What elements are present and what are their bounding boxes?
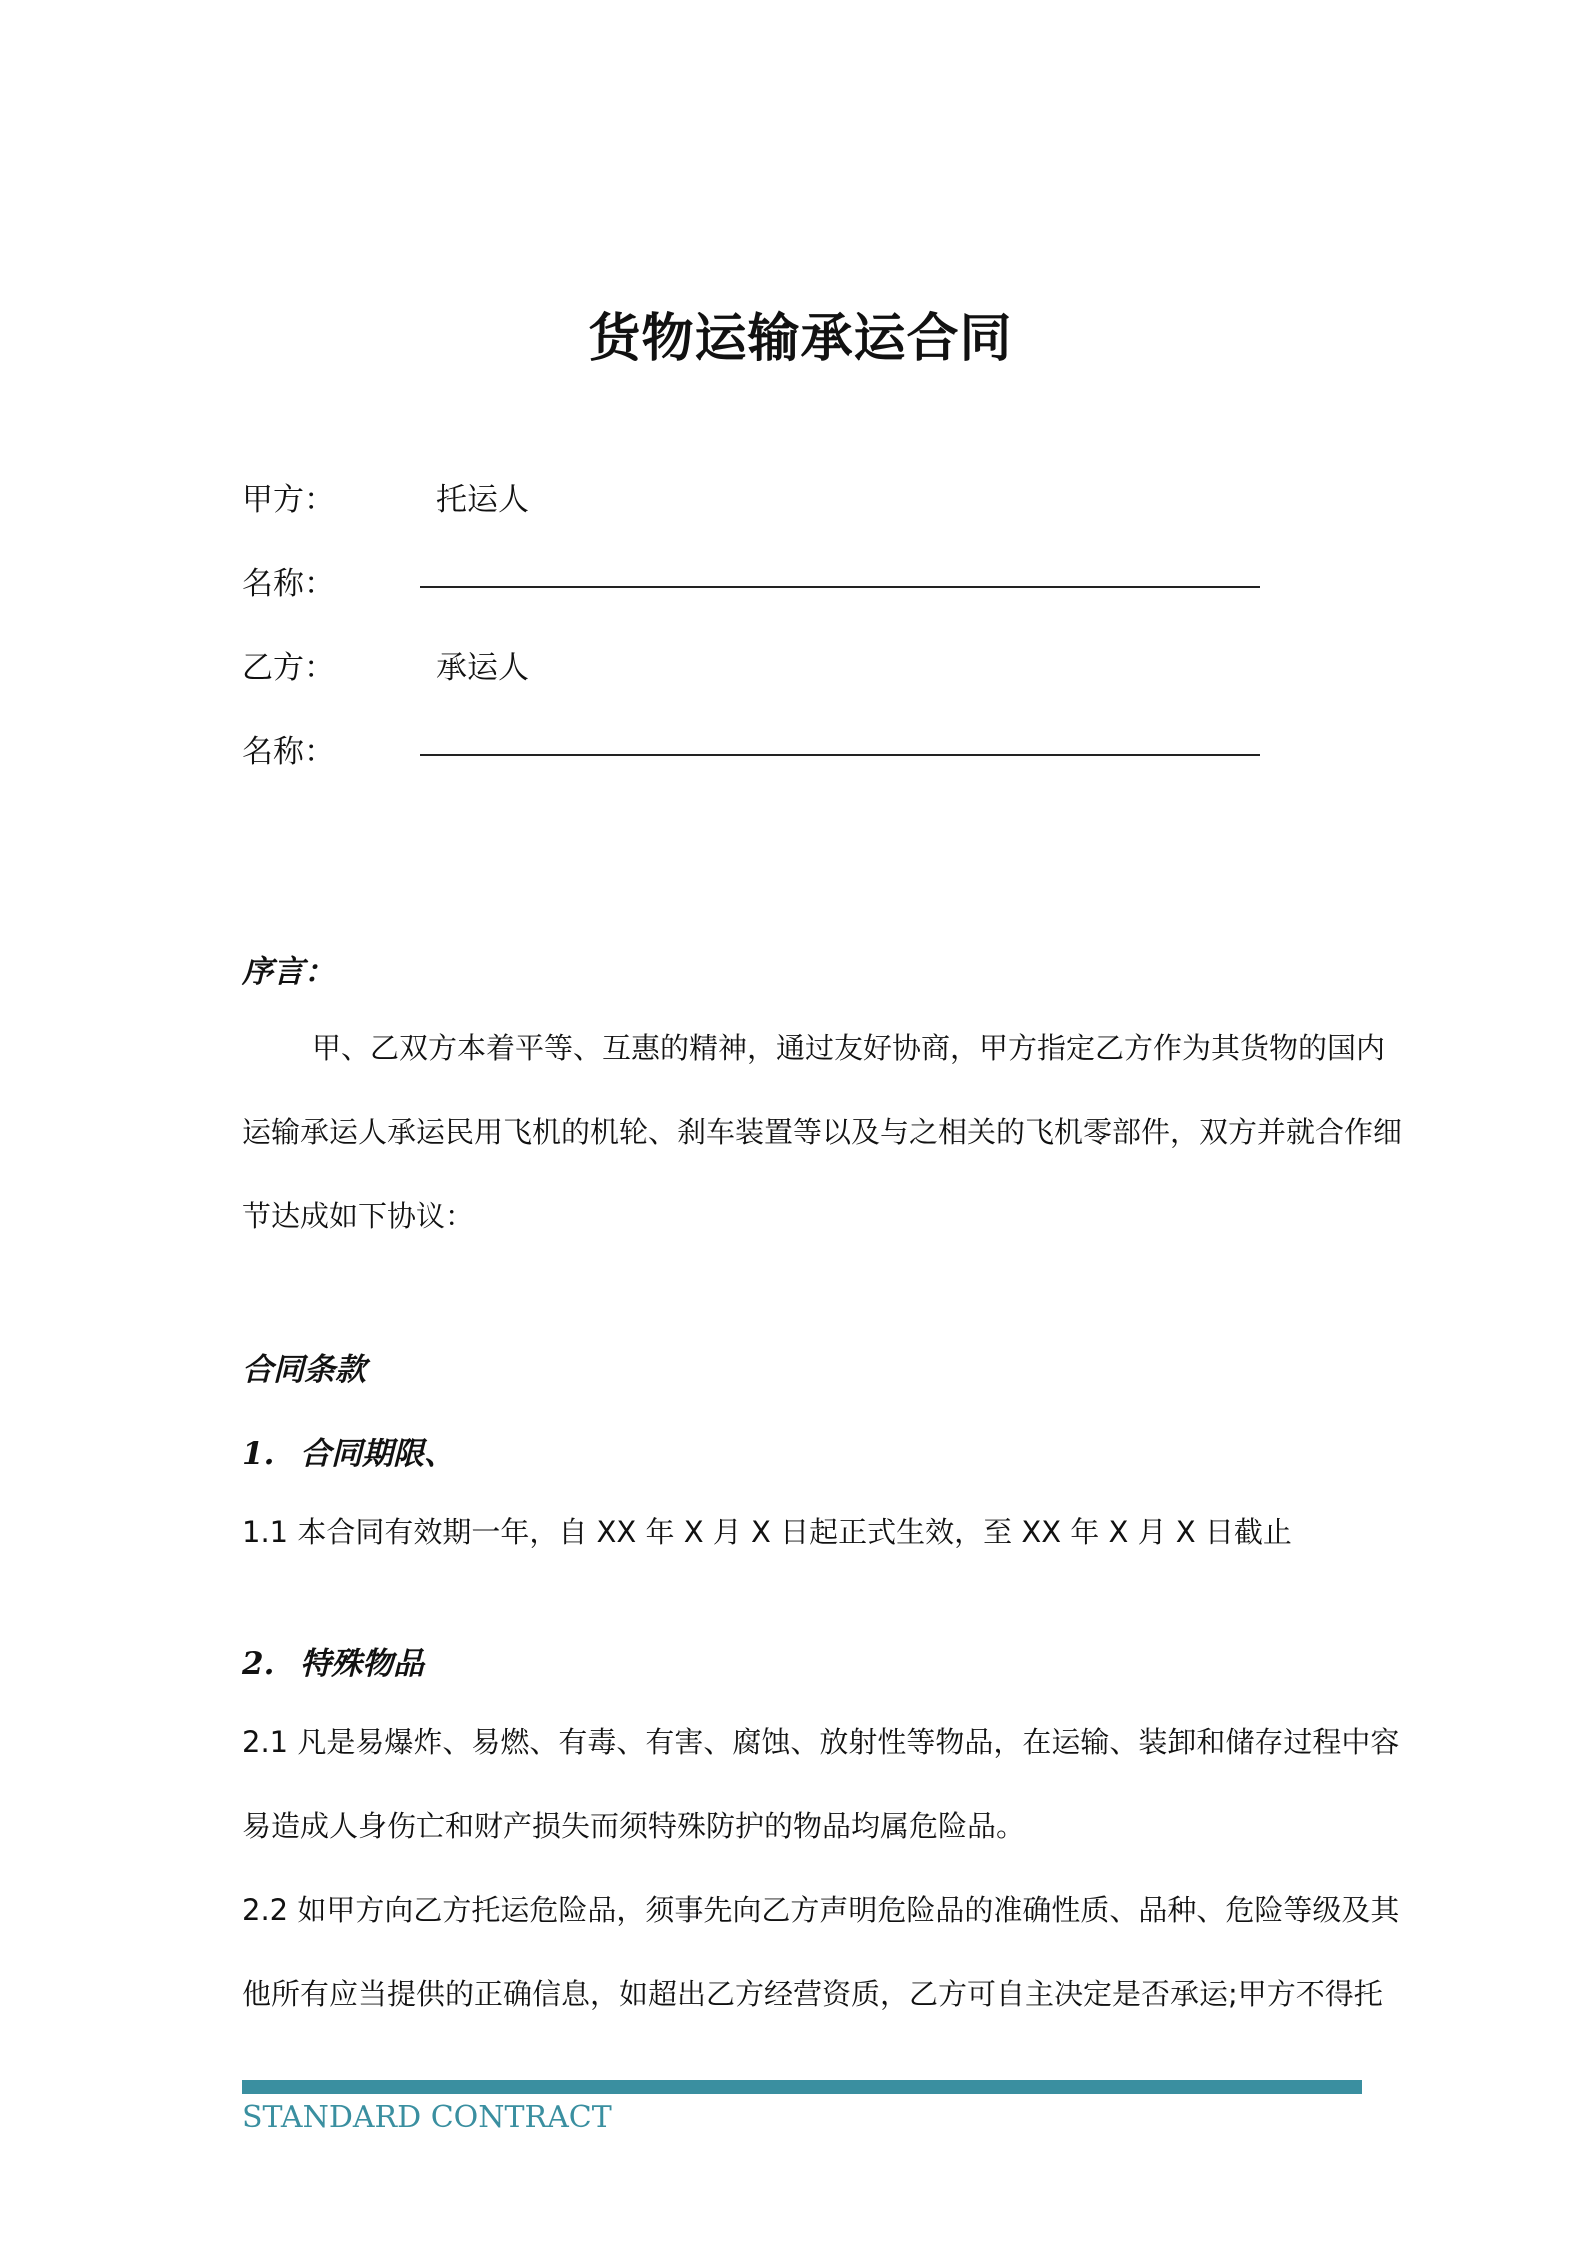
clause-1-1-text: 1.1 本合同有效期一年，自 XX 年 X 月 X 日起正式生效，至 XX 年 X 月 X 日截止 <box>242 1515 1292 1549</box>
document-title: 货物运输承运合同 <box>588 309 1013 369</box>
footer-accent-bar <box>242 2080 1362 2094</box>
preface-line: 运输承运人承运民用飞机的机轮、刹车装置等以及与之相关的飞机零部件，双方并就合作细 <box>242 1115 1403 1149</box>
clause-2-2-line: 他所有应当提供的正确信息，如超出乙方经营资质，乙方可自主决定是否承运;甲方不得托 <box>242 1977 1383 2011</box>
party-b-value: 承运人 <box>436 650 529 686</box>
preface-line: 甲、乙双方本着平等、互惠的精神，通过友好协商，甲方指定乙方作为其货物的国内 <box>312 1031 1386 1065</box>
clause-2-1-line: 易造成人身伤亡和财产损失而须特殊防护的物品均属危险品。 <box>242 1809 1026 1843</box>
clause-2-2 <box>242 1868 1400 2036</box>
party-a-value: 托运人 <box>436 482 529 518</box>
section-2-number: 2. <box>242 1646 275 1682</box>
party-a-name-blank <box>420 586 1260 588</box>
section-1-number: 1. <box>242 1436 275 1472</box>
terms-heading: 合同条款 <box>242 1352 366 1388</box>
clause-2-2-line: 2.2 如甲方向乙方托运危险品，须事先向乙方声明危险品的准确性质、品种、危险等级及其 <box>242 1893 1400 1927</box>
clause-1-1 <box>242 1490 1362 1574</box>
party-b-name-blank <box>420 754 1260 756</box>
footer-text: STANDARD CONTRACT <box>242 2100 612 2135</box>
preface-heading: 序言： <box>242 954 335 990</box>
party-b-name-label: 名称： <box>242 734 335 770</box>
party-b-label: 乙方： <box>242 650 335 686</box>
clause-2-1-line: 2.1 凡是易爆炸、易燃、有毒、有害、腐蚀、放射性等物品，在运输、装卸和储存过程中容 <box>242 1725 1400 1759</box>
clause-2-1 <box>242 1700 1400 1868</box>
preface-line: 节达成如下协议： <box>242 1199 475 1233</box>
section-1-heading <box>242 1428 455 1473</box>
preface-paragraph <box>242 1006 1403 1258</box>
section-2-heading <box>242 1638 424 1683</box>
party-a-label: 甲方： <box>242 482 335 518</box>
party-a-name-label: 名称： <box>242 566 335 602</box>
section-2-title: 特殊物品 <box>300 1646 424 1682</box>
section-1-title: 合同期限、 <box>300 1436 455 1472</box>
